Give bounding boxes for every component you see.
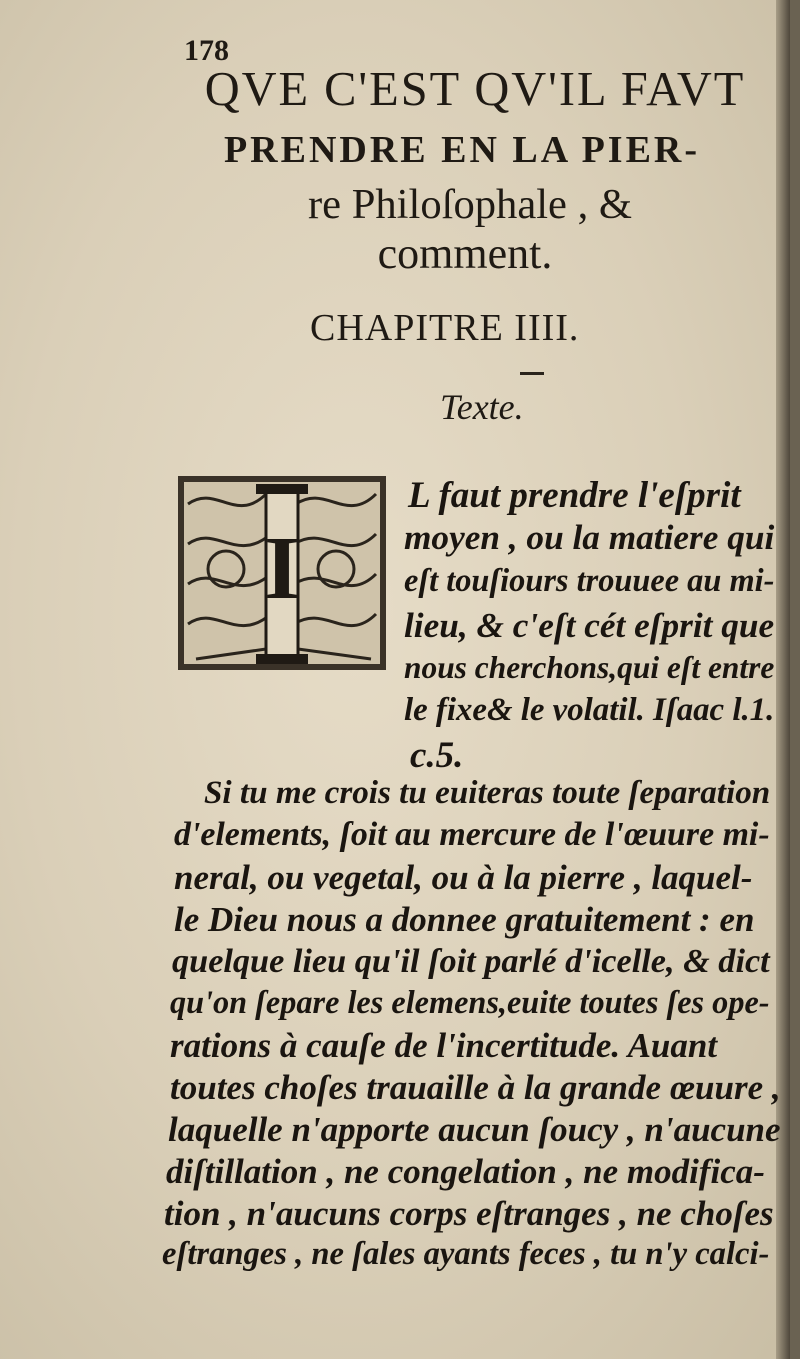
- text-line-17: diſtillation , ne congelation , ne modifica-: [166, 1152, 765, 1191]
- text-line-4: lieu, & c'eſt cét eſprit que: [404, 606, 775, 645]
- decorated-initial-letter-icon: [176, 474, 388, 672]
- text-line-16: laquelle n'apporte aucun ſoucy , n'aucune: [168, 1110, 781, 1149]
- chapter-heading-line-2: PRENDRE EN LA PIER-: [223, 129, 701, 171]
- text-line-10: neral, ou vegetal, ou à la pierre , laquel-: [174, 858, 753, 897]
- text-line-2: moyen , ou la matiere qui: [404, 518, 775, 557]
- chapter-heading-line-1: QVE C'EST QV'IL FAVT: [204, 63, 746, 116]
- text-line-9: d'elements, ſoit au mercure de l'œuure mi-: [174, 816, 770, 853]
- text-line-15: toutes choſes trauaille à la grande œuure ,: [170, 1068, 781, 1107]
- page-number: 178: [184, 34, 229, 67]
- text-line-11: le Dieu nous a donnee gratuitement : en: [174, 900, 755, 939]
- text-line-5: nous cherchons,qui eſt entre: [404, 650, 775, 685]
- text-line-6: le fixe& le volatil. Iſaac l.1.: [404, 692, 775, 728]
- chapter-number: CHAPITRE IIII.: [310, 307, 580, 349]
- text-line-12: quelque lieu qu'il ſoit parlé d'icelle, & dict: [172, 942, 770, 980]
- text-line-13: qu'on ſepare les elemens,euite toutes ſes ope-: [170, 984, 770, 1020]
- text-line-8: Si tu me crois tu euiteras toute ſeparation: [204, 774, 771, 811]
- text-line-14: rations à cauſe de l'incertitude. Auant: [170, 1026, 718, 1065]
- chapter-heading-line-4: comment.: [377, 229, 553, 278]
- initial-letter: I: [264, 519, 300, 618]
- text-line-1: L faut prendre l'eſprit: [408, 475, 741, 516]
- text-line-3: eſt touſiours trouuee au mi-: [404, 562, 775, 598]
- text-line-7: c.5.: [410, 735, 464, 776]
- chapter-heading-line-3: re Philoſophale , &: [307, 181, 632, 228]
- ornament-dash: [520, 372, 544, 375]
- text-line-18: tion , n'aucuns corps eſtranges , ne choſes: [164, 1194, 774, 1233]
- text-line-19: eſtranges , ne ſales ayants feces , tu n'y calci-: [162, 1236, 770, 1272]
- subheading: Texte.: [440, 387, 524, 427]
